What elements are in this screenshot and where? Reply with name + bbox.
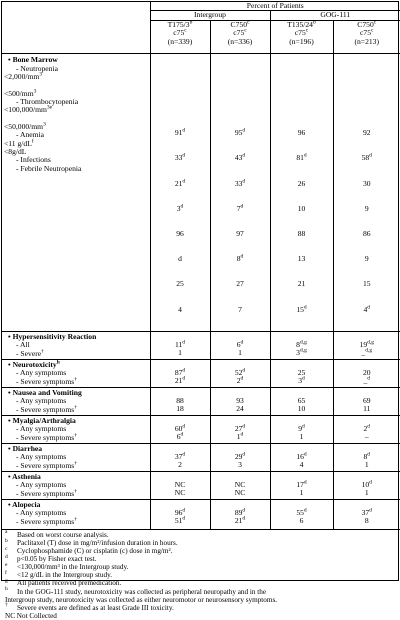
footnote-d: d p<0.05 by Fisher exact test. [5,553,97,564]
label-myalgia-any: - Any symptoms [16,424,67,434]
hyper-col-1: 11$^d$ 1 [150,331,210,359]
label-lt8: <8g/dL [4,146,27,156]
label-lt500: <500/mm [4,88,34,98]
footnote-c: c Cyclophosphamide (C) or cisplatin (c) dose in mg/m². [5,545,173,556]
label-hyper-severe: - Severe [16,348,42,358]
bone-marrow-col-4: 92 58$^d$ 30 9 86 9 15 4$^d$ [333,54,400,332]
arm-header-2: C750$^c$ c75$^c$ (n=336) [210,20,270,54]
label-neuro-severe: - Severe symptoms [16,376,75,386]
header-row-arms [2,20,400,54]
nausea-col-3: 65 10 [270,387,333,415]
label-neutropenia: - Neutropenia [16,63,58,73]
alopecia-col-2: 89$^d$ 21$^d$ [210,499,270,529]
hypersensitivity-title: Hypersensitivity Reaction [12,331,97,341]
alopecia-col-1: 96$^d$ 51$^d$ [150,499,210,529]
section-bone-marrow [2,54,400,332]
section-alopecia: • Alopecia - Any symptoms - Severe symptoms† 96$^d$ 51$^d$ 89$^d$ 21$^d$ 55$^d$ 6 37$^d$ 8 [2,499,400,529]
header-row-groups [2,11,400,20]
footnote-e: e <130,000/mm³ in the Intergroup study. [5,561,129,572]
label-asthenia-severe: - Severe symptoms [16,488,75,498]
label-lt2000: <2,000/mm [4,72,40,82]
footnote-a: a Based on worst course analysis. [5,529,109,539]
arm-header-1: T175/3$^b$ c75$^c$ (n=339) [150,20,210,54]
alopecia-col-4: 37$^d$ 8 [333,499,400,529]
label-diarrhea-any: - Any symptoms [16,452,67,462]
footnotes [2,530,398,620]
neuro-col-1: 87$^d$ 21$^d$ [150,359,210,387]
arm-header-3: T135/24$^b$ c75$^c$ (n=196) [270,20,333,54]
footnote-h-cont: Intergroup study, neurotoxicity was collected as either neuromotor or neurosensory symptoms. [5,595,278,604]
section-hypersensitivity: • Hypersensitivity Reaction - All - Severe† 11$^d$ 1 6$^d$ 1 8$^{d,g}$ 3$^{d,g}$ 19$^{d,g}$ _$^{d,g}$ [2,331,400,359]
asthenia-col-4: 10$^d$ 1 [333,471,400,499]
label-infections: - Infections [16,155,51,165]
asthenia-col-1: NC NC [150,471,210,499]
label-hyper-all: - All [16,340,30,350]
footnote-dagger: † Severe events are defined as at least Grade III toxicity. [5,602,174,612]
section-myalgia: • Myalgia/Arthralgia - Any symptoms - Severe symptoms† 60$^d$ 6$^d$ 27$^d$ 1$^d$ 9$^d$ 1 2$^d$ – [2,415,400,443]
nausea-col-4: 69 11 [333,387,400,415]
footnote-nc: NC Not Collected [5,611,57,620]
neuro-col-4: 20 _$^d$ [333,359,400,387]
group-gog-111: GOG-111 [270,11,400,20]
label-alopecia-severe: - Severe symptoms [16,516,75,526]
nausea-col-2: 93 24 [210,387,270,415]
group-intergroup: Intergroup [150,11,270,20]
myalgia-col-3: 9$^d$ 1 [270,415,333,443]
diarrhea-title: Diarrhea [12,443,43,453]
alopecia-col-3: 55$^d$ 6 [270,499,333,529]
hyper-col-4: 19$^{d,g}$ _$^{d,g}$ [333,331,400,359]
myalgia-col-1: 60$^d$ 6$^d$ [150,415,210,443]
bone-marrow-col-3: 96 81$^d$ 26 10 88 13 21 15$^d$ [270,54,333,332]
myalgia-title: Myalgia/Arthralgia [12,415,76,425]
diarrhea-col-3: 16$^d$ 4 [270,443,333,471]
footnote-b: b Paclitaxel (T) dose in mg/m²/infusion duration in hours. [5,537,178,547]
label-thrombocytopenia: - Thrombocytopenia [16,96,79,106]
label-diarrhea-severe: - Severe symptoms [16,460,75,470]
arm-header-4: C750$^c$ c75$^c$ (n=213) [333,20,400,54]
section-neurotoxicity: • Neurotoxicity$^h$ - Any symptoms - Severe symptoms† 87$^d$ 21$^d$ 52$^d$ 2$^d$ 25 3$^d$ 20 _$^d$ [2,359,400,387]
bone-marrow-labels: • Bone Marrow - Neutropenia $<2,000/mm^3$ $<500/mm^3$ - Thrombocytopenia $<100,000/mm^{3e}$ $<50,000/mm^3$ - Anemia <11 $g/dL^f$ <8g/dL - Infections - Febrile Neutropenia [2,54,150,332]
bone-marrow-title: Bone Marrow [12,55,58,65]
label-nausea-severe: - Severe symptoms [16,404,75,414]
neurotoxicity-title: Neurotoxicity [12,359,57,369]
bone-marrow-col-1: 91$^d$ 33$^d$ 21$^d$ 3$^d$ 96 d 25 4 [150,54,210,332]
label-neuro-any: - Any symptoms [16,368,67,378]
asthenia-title: Asthenia [12,471,41,481]
nausea-title: Nausea and Vomiting [12,387,82,397]
bone-marrow-col-2: 95$^d$ 43$^d$ 33$^d$ 7$^d$ 97 8$^d$ 27 7 [210,54,270,332]
adverse-events-table [2,2,400,530]
diarrhea-col-2: 29$^d$ 3 [210,443,270,471]
myalgia-col-2: 27$^d$ 1$^d$ [210,415,270,443]
asthenia-col-2: NC NC [210,471,270,499]
label-asthenia-any: - Any symptoms [16,480,67,490]
label-anemia: - Anemia [16,130,45,140]
footnote-h: h In the GOG-111 study, neurotoxicity was collected as peripheral neuropathy and in the [5,586,267,596]
asthenia-col-3: 17$^d$ 1 [270,471,333,499]
percent-title: Percent of Patients [150,2,400,11]
label-nausea-any: - Any symptoms [16,396,67,406]
footnote-f: f <12 g/dL in the Intergroup study. [5,569,113,580]
hyper-col-3: 8$^{d,g}$ 3$^{d,g}$ [270,331,333,359]
section-nausea: • Nausea and Vomiting - Any symptoms - Severe symptoms† 88 18 93 24 65 10 69 11 [2,387,400,415]
label-myalgia-severe: - Severe symptoms [16,432,75,442]
label-febrile-neutropenia: - Febrile Neutropenia [16,163,82,173]
label-alopecia-any: - Any symptoms [16,508,67,518]
section-asthenia: • Asthenia - Any symptoms - Severe symptoms† NC NC NC NC 17$^d$ 1 10$^d$ 1 [2,471,400,499]
label-lt100000: <100,000/mm [4,105,47,115]
section-diarrhea: • Diarrhea - Any symptoms - Severe symptoms† 37$^d$ 2 29$^d$ 3 16$^d$ 4 8$^d$ 1 [2,443,400,471]
label-lt11: <11 g/dL [4,138,32,148]
diarrhea-col-4: 8$^d$ 1 [333,443,400,471]
hyper-col-2: 6$^d$ 1 [210,331,270,359]
myalgia-col-4: 2$^d$ – [333,415,400,443]
nausea-col-1: 88 18 [150,387,210,415]
adverse-events-table-document [1,1,399,620]
neuro-col-2: 52$^d$ 2$^d$ [210,359,270,387]
label-lt50000: <50,000/mm [4,121,44,131]
footnote-g: g All patients received premedication. [5,578,122,588]
neuro-col-3: 25 3$^d$ [270,359,333,387]
diarrhea-col-1: 37$^d$ 2 [150,443,210,471]
alopecia-title: Alopecia [12,499,41,509]
